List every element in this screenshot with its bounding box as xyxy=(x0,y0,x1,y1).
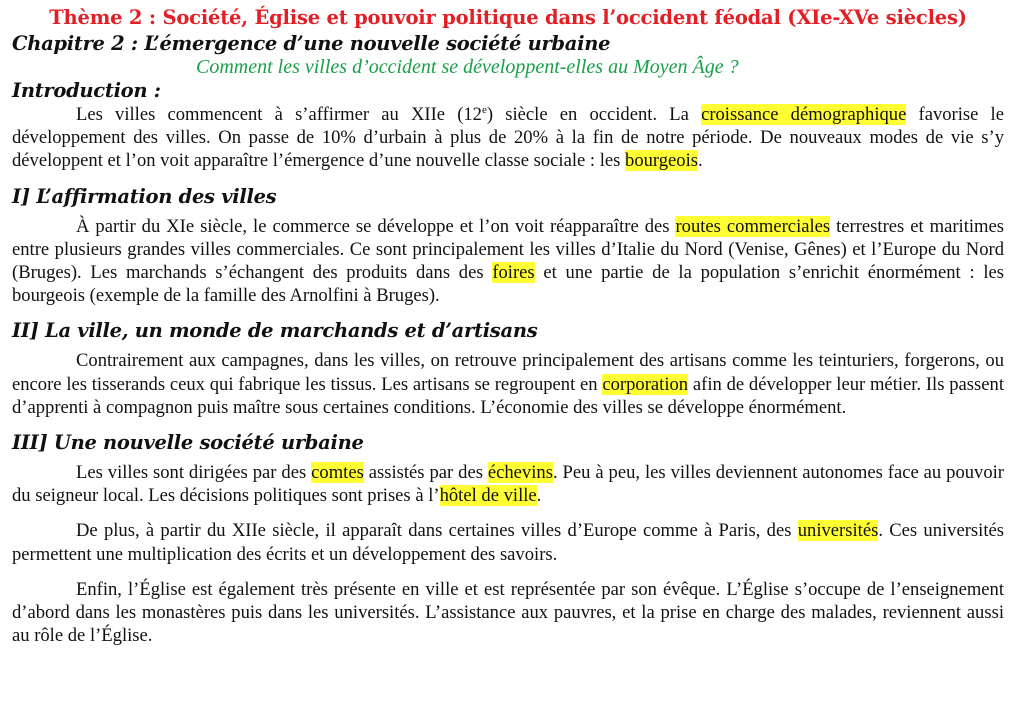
highlight-foires: foires xyxy=(492,262,535,284)
highlight-routes: routes commerciales xyxy=(675,215,831,237)
text: . xyxy=(536,485,542,507)
text: . xyxy=(698,150,703,172)
problem-question: Comment les villes d’occident se développent-elles au Moyen Âge ? xyxy=(196,56,739,78)
text: et une partie de la population s’enrichit énormément : les bourgeois (exemple de la famille des Arnolfini à Bruges). xyxy=(12,262,1004,307)
text: assistés par des xyxy=(363,462,488,484)
section3-paragraph-3 xyxy=(12,578,1004,648)
text: Contrairement aux campagnes, dans les villes, on retrouve principalement des artisans comme les teinturiers, forgerons, ou encore les tisserands ceux qui fabrique les tissus. Les artisans se regroupent en xyxy=(12,350,1004,395)
section2-heading: II] La ville, un monde de marchands et d’artisans xyxy=(12,319,538,343)
highlight-echevins: échevins xyxy=(487,462,553,484)
highlight-bourgeois: bourgeois xyxy=(625,150,699,172)
intro-paragraph xyxy=(12,103,1004,173)
intro-heading: Introduction : xyxy=(12,79,161,102)
highlight-corporation: corporation xyxy=(602,373,689,395)
section2-paragraph xyxy=(12,349,1004,419)
chapter-title: Chapitre 2 : L’émergence d’une nouvelle société urbaine xyxy=(12,32,611,55)
document-page xyxy=(12,4,1004,647)
highlight-hotel-de-ville: hôtel de ville xyxy=(439,485,537,507)
section1-heading: I] L’affirmation des villes xyxy=(12,184,277,208)
text: Enfin, l’Église est également très présente en ville et est représentée par son évêque. L’Église s’occupe de l’enseignement d’abord dans les monastères puis dans les universités. L’assistance aux pauvres, et la prise en charge des malades, reviennent aussi au rôle de l’Église. xyxy=(12,578,1004,647)
section3-paragraph-1 xyxy=(12,461,1004,507)
theme-title: Thème 2 : Société, Église et pouvoir politique dans l’occident féodal (XIe-XVe siècles) xyxy=(49,6,967,29)
superscript: e xyxy=(481,103,487,116)
text: Les villes commencent à s’affirmer au XIIe (12 xyxy=(76,104,482,125)
highlight-universites: universités xyxy=(797,520,879,542)
text: afin de développer leur métier. Ils passent d’apprenti à compagnon puis maître sous certaines conditions. L’économie des villes se développe énormément. xyxy=(12,373,1004,418)
text: De plus, à partir du XIIe siècle, il apparaît dans certaines villes d’Europe comme à Paris, des xyxy=(76,520,798,542)
text: favorise le développement des villes. On passe de 10% d’urbain à plus de 20% à la fin de notre période. De nouveaux modes de vie s’y développent et l’on voit apparaître l’émergence d’une nouvelle classe sociale : les xyxy=(12,104,1004,172)
section1-paragraph xyxy=(12,215,1004,308)
text: À partir du XIe siècle, le commerce se développe et l’on voit réapparaître des xyxy=(76,215,676,237)
text: ) siècle en occident. La xyxy=(486,104,702,125)
highlight-comtes: comtes xyxy=(311,462,364,484)
text: . Peu à peu, les villes deviennent autonomes face au pouvoir du seigneur local. Les décisions politiques sont prises à l’ xyxy=(12,462,1005,507)
text: . Ces universités permettent une multiplication des écrits et un développement des savoirs. xyxy=(12,520,1004,565)
text: terrestres et maritimes entre plusieurs grandes villes commerciales. Ce sont principalement les villes d’Italie du Nord (Venise, Gênes) et l’Europe du Nord (Bruges). Les marchands s’échangent des produits dans des xyxy=(12,215,1004,284)
text: Les villes sont dirigées par des xyxy=(76,462,312,484)
highlight-croissance: croissance démographique xyxy=(701,104,907,125)
section3-heading: III] Une nouvelle société urbaine xyxy=(12,431,364,455)
section3-paragraph-2 xyxy=(12,519,1004,565)
